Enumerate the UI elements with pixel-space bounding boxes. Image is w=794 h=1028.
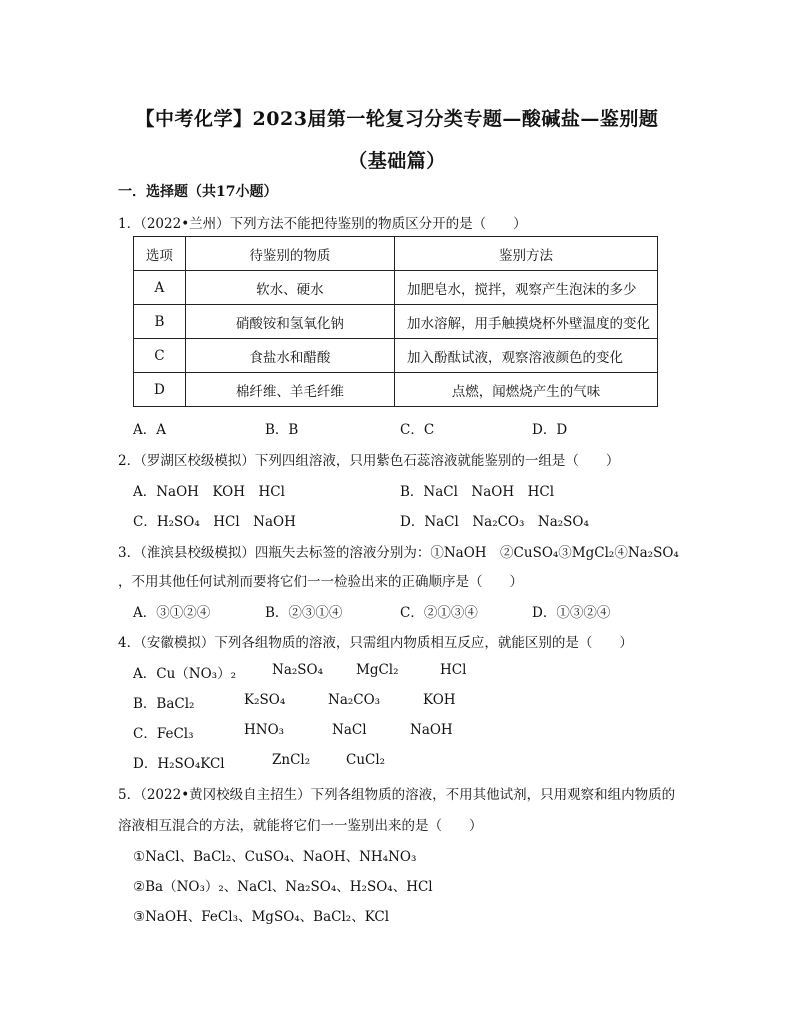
question-text: （罗湖区校级模拟）下列四组溶液，只用紫色石蕊溶液就能鉴别的一组是（ ） — [140, 453, 620, 469]
question-3-continued: ，不用其他任何试剂而要将它们一一检验出来的正确顺序是（ ） — [118, 574, 523, 590]
question-number: 1． — [118, 216, 141, 232]
question-number: 2． — [118, 453, 141, 469]
question-number: 3． — [118, 545, 141, 561]
option-c-substance: NaCl — [332, 722, 367, 738]
question-5 — [118, 783, 675, 803]
document-subtitle: （基础篇） — [348, 150, 446, 172]
option-d: D．H₂SO₄KCl — [133, 756, 225, 772]
question-text: （2022•黄冈校级自主招生）下列各组物质的溶液，不用其他试剂，只用观察和组内物质的 — [140, 787, 676, 803]
table-cell: 加肥皂水，搅拌，观察产生泡沫的多少 — [395, 271, 658, 305]
table-cell: 软水、硬水 — [185, 271, 394, 305]
table-header-cell: 鉴别方法 — [395, 237, 658, 271]
option-b: B．B — [265, 422, 299, 438]
option-b-substance: Na₂CO₃ — [328, 692, 381, 708]
option-a: A．A — [133, 422, 166, 438]
table-cell: B — [134, 305, 186, 339]
option-c: C．FeCl₃ — [133, 726, 194, 742]
question-1-table — [133, 236, 658, 407]
table-cell: C — [134, 339, 186, 373]
option-c: C．H₂SO₄ HCl NaOH — [133, 514, 296, 530]
option-a: A．NaOH KOH HCl — [133, 484, 285, 500]
option-a-substance: Na₂SO₄ — [272, 662, 324, 678]
table-row — [134, 305, 658, 339]
option-d-substance: CuCl₂ — [346, 752, 386, 768]
option-c-substance: NaOH — [410, 722, 453, 738]
option-b: B．NaCl NaOH HCl — [400, 484, 555, 500]
question-2 — [118, 449, 619, 469]
option-a-substance: MgCl₂ — [356, 662, 399, 678]
table-cell: D — [134, 373, 186, 407]
question-5-item: ②Ba（NO₃）₂、NaCl、Na₂SO₄、H₂SO₄、HCl — [133, 879, 433, 895]
option-d: D．①③②④ — [532, 605, 611, 621]
option-a-substance: HCl — [440, 662, 467, 678]
question-text: （安徽模拟）下列各组物质的溶液，只需组内物质相互反应，就能区别的是（ ） — [140, 635, 633, 651]
option-b: B．BaCl₂ — [133, 696, 195, 712]
option-c-substance: HNO₃ — [244, 722, 285, 738]
option-d-substance: ZnCl₂ — [272, 752, 311, 768]
option-c: C．C — [400, 422, 435, 438]
table-cell: 点燃，闻燃烧产生的气味 — [395, 373, 658, 407]
table-cell: 硝酸铵和氢氧化钠 — [185, 305, 394, 339]
document-title: 【中考化学】2023届第一轮复习分类专题—酸碱盐—鉴别题 — [135, 108, 659, 130]
option-b-substance: KOH — [423, 692, 456, 708]
table-row — [134, 339, 658, 373]
question-1 — [118, 212, 527, 232]
question-number: 4． — [118, 635, 141, 651]
table-cell: 棉纤维、羊毛纤维 — [185, 373, 394, 407]
table-row — [134, 271, 658, 305]
table-header-cell: 待鉴别的物质 — [185, 237, 394, 271]
table-cell: A — [134, 271, 186, 305]
question-5-item: ①NaCl、BaCl₂、CuSO₄、NaOH、NH₄NO₃ — [133, 849, 417, 865]
table-cell: 食盐水和醋酸 — [185, 339, 394, 373]
question-text: （淮滨县校级模拟）四瓶失去标签的溶液分别为：①NaOH ②CuSO₄③MgCl₂④Na₂SO₄ — [140, 545, 679, 561]
option-d: D．D — [532, 422, 568, 438]
option-b-substance: K₂SO₄ — [244, 692, 286, 708]
option-a: A．Cu（NO₃）₂ — [133, 666, 236, 682]
option-b: B．②③①④ — [265, 605, 343, 621]
table-row — [134, 373, 658, 407]
table-cell: 加水溶解，用手触摸烧杯外壁温度的变化 — [395, 305, 658, 339]
section-heading: 一．选择题（共17小题） — [118, 184, 278, 200]
question-5-item: ③NaOH、FeCl₃、MgSO₄、BaCl₂、KCl — [133, 909, 390, 925]
question-number: 5． — [118, 787, 141, 803]
question-5-continued: 溶液相互混合的方法，就能将它们一一鉴别出来的是（ ） — [118, 818, 483, 834]
option-d: D．NaCl Na₂CO₃ Na₂SO₄ — [400, 514, 589, 530]
table-header-cell: 选项 — [134, 237, 186, 271]
table-cell: 加入酚酞试液，观察溶液颜色的变化 — [395, 339, 658, 373]
option-c: C．②①③④ — [400, 605, 478, 621]
question-4 — [118, 631, 633, 651]
question-text: （2022•兰州）下列方法不能把待鉴别的物质区分开的是（ ） — [140, 216, 527, 232]
option-a: A．③①②④ — [133, 605, 211, 621]
table-header-row — [134, 237, 658, 271]
question-3 — [118, 541, 679, 561]
